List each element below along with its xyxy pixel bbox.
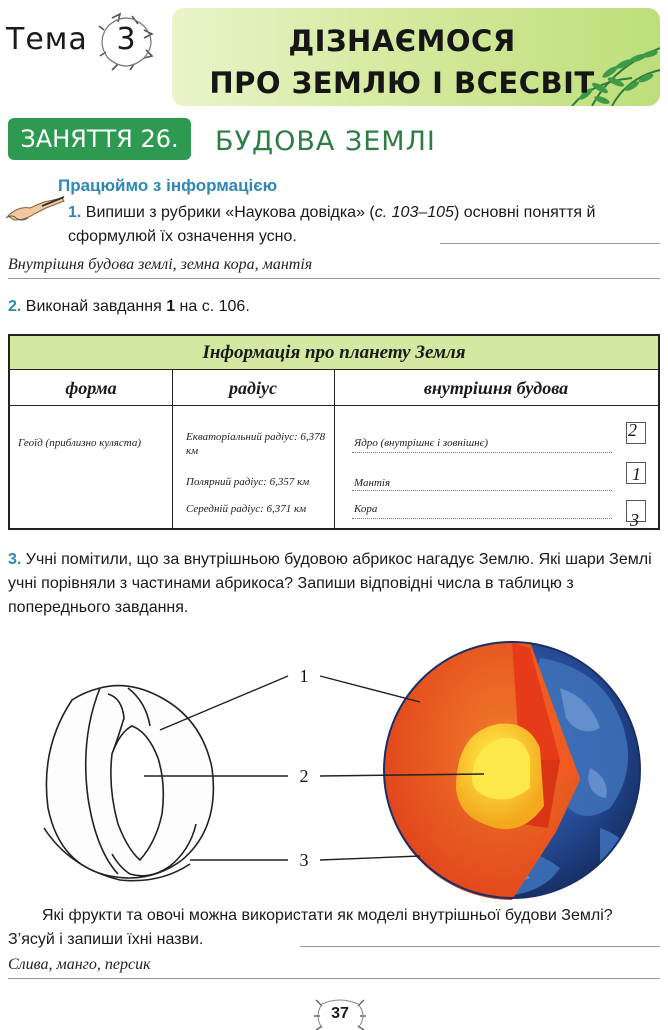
answer-line: [8, 978, 660, 979]
task1-text-after: ) основні поняття й сформулюй їх означення усно.: [68, 204, 596, 245]
callout-label-1: 1: [299, 666, 309, 686]
topic-number-badge: [98, 12, 154, 72]
crust-number: 3: [630, 510, 639, 530]
task3-body: Учні помітили, що за внутрішньою будовою абрикос нагадує Землю. Які шари Землі учні порівняли з частинами абрикоса? Запиши відповідні числа в таблицю з попереднього завдання.: [8, 551, 652, 616]
question-text: Які фрукти та овочі можна використати як моделі внутрішньої будови Землі? З’ясуй і запиши їхні назви.: [8, 907, 613, 948]
earth-cross-section: [384, 642, 640, 900]
lesson-badge-text: ЗАНЯТТЯ 26.: [20, 125, 179, 153]
topic-number: 3: [116, 22, 136, 57]
dotted-line: [352, 490, 612, 491]
answer-line: [8, 278, 660, 279]
header-form: форма: [65, 378, 117, 398]
header-title-line1: ДІЗНАЄМОСЯ: [288, 24, 516, 58]
core-number: 2: [628, 420, 637, 440]
header-title: [172, 20, 632, 104]
task2-number: 2.: [8, 298, 22, 315]
dotted-line: [352, 518, 612, 519]
layer-mantle[interactable]: Мантія: [354, 477, 391, 489]
radius-equatorial[interactable]: Екваторіальний радіус: 6,378 км: [186, 431, 326, 457]
apricot-drawing: [44, 686, 213, 881]
task1-text: [68, 201, 660, 249]
radius-polar[interactable]: Полярний радіус: 6,357 км: [186, 476, 310, 488]
answer-line: [300, 946, 660, 947]
section-heading: Працюймо з інформацією: [58, 176, 278, 195]
task1-text-before: Випиши з рубрики «Наукова довідка» (: [85, 204, 375, 221]
column-divider: [334, 370, 335, 530]
task2-text: [8, 298, 250, 316]
task1-number: 1.: [68, 204, 82, 221]
task1-answer[interactable]: Внутрішня будова землі, земна кора, мантія: [8, 256, 313, 273]
header-radius: радіус: [229, 378, 277, 398]
apricot-earth-diagram: [0, 628, 668, 900]
page-number: 37: [331, 1005, 349, 1022]
dotted-line: [352, 452, 612, 453]
header-title-line2: ПРО ЗЕМЛЮ І ВСЕСВІТ: [209, 66, 595, 100]
layer-core[interactable]: Ядро (внутрішнє і зовнішнє): [354, 437, 489, 449]
answer-line: [440, 243, 660, 244]
final-answer[interactable]: Слива, манго, персик: [8, 956, 151, 973]
radius-mean[interactable]: Середній радіус: 6,371 км: [186, 503, 307, 515]
layer-crust[interactable]: Кора: [354, 503, 378, 515]
lesson-title: БУДОВА ЗЕМЛІ: [215, 126, 436, 157]
form-value[interactable]: Геоїд (приблизно куляста): [18, 437, 142, 449]
task1-pages: с. 103–105: [374, 204, 454, 221]
info-table: [8, 334, 660, 530]
callout-label-2: 2: [299, 766, 309, 786]
mantle-number: 1: [632, 464, 641, 484]
page-number-badge: [312, 996, 368, 1030]
header-structure: внутрішня будова: [423, 378, 569, 398]
task2-text-after: на с. 106.: [179, 298, 250, 315]
task2-task-ref: 1: [166, 298, 176, 315]
callout-label-3: 3: [299, 850, 309, 870]
task3-text: [8, 548, 660, 620]
topic-label: Тема: [6, 22, 88, 57]
table-title: Інформація про планету Земля: [10, 336, 658, 370]
column-divider: [172, 370, 173, 530]
writing-hand-icon: [4, 196, 66, 222]
task2-text-before: Виконай завдання: [25, 298, 162, 315]
task3-number: 3.: [8, 551, 22, 568]
